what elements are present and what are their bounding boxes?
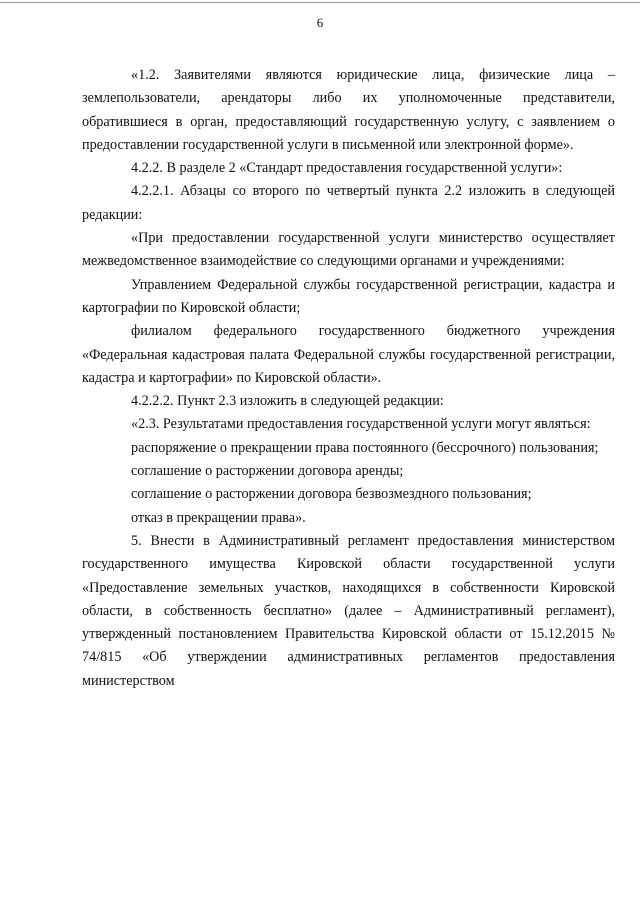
paragraph-1-2-applicants: «1.2. Заявителями являются юридические лица, физические лица – землепользователи, арендаторы либо их уполномоченные представители, обратившиеся в орган, предоставляющий государственную услугу, с заявлением о предоставлении государственной услуги в письменной или электронной форме». xyxy=(82,67,615,153)
paragraph-interaction: «При предоставлении государственной услуги министерство осуществляет межведомственное взаимодействие со следующими органами и учреждениями: xyxy=(82,230,615,270)
list-item-order: распоряжение о прекращении права постоянного (бессрочного) пользования; xyxy=(131,439,599,456)
paragraph-2-3-results: «2.3. Результатами предоставления государственной услуги могут являться: xyxy=(131,416,591,433)
list-item-refusal: отказ в прекращении права». xyxy=(131,509,306,526)
document-body xyxy=(82,64,615,693)
top-edge-line xyxy=(0,2,640,3)
page-number: 6 xyxy=(316,15,324,30)
paragraph-5-amendments: 5. Внести в Административный регламент предоставления министерством государственного имущества Кировской области государственной услуги «Предоставление земельных участков, находящихся в собственности Кировской области, в собственность бесплатно» (далее – Административный регламент), утвержденный постановлением Правительства Кировской области от 15.12.2015 № 74/815 «Об утверждении административных регламентов предоставления министерством xyxy=(82,532,615,689)
list-item-lease-termination: соглашение о расторжении договора аренды; xyxy=(131,463,404,480)
paragraph-4-2-2-1: 4.2.2.1. Абзацы со второго по четвертый пункта 2.2 изложить в следующей редакции: xyxy=(82,183,615,223)
paragraph-4-2-2-2: 4.2.2.2. Пункт 2.3 изложить в следующей редакции: xyxy=(131,393,444,410)
paragraph-rosreestr-department: Управлением Федеральной службы государственной регистрации, кадастра и картографии по Кировской области; xyxy=(82,276,615,316)
paragraph-cadastral-chamber: филиалом федерального государственного бюджетного учреждения «Федеральная кадастровая палата Федеральной службы государственной регистрации, кадастра и картографии» по Кировской области». xyxy=(82,323,615,386)
list-item-free-use-termination: соглашение о расторжении договора безвозмездного пользования; xyxy=(131,486,532,503)
paragraph-4-2-2: 4.2.2. В разделе 2 «Стандарт предоставления государственной услуги»: xyxy=(131,160,563,177)
